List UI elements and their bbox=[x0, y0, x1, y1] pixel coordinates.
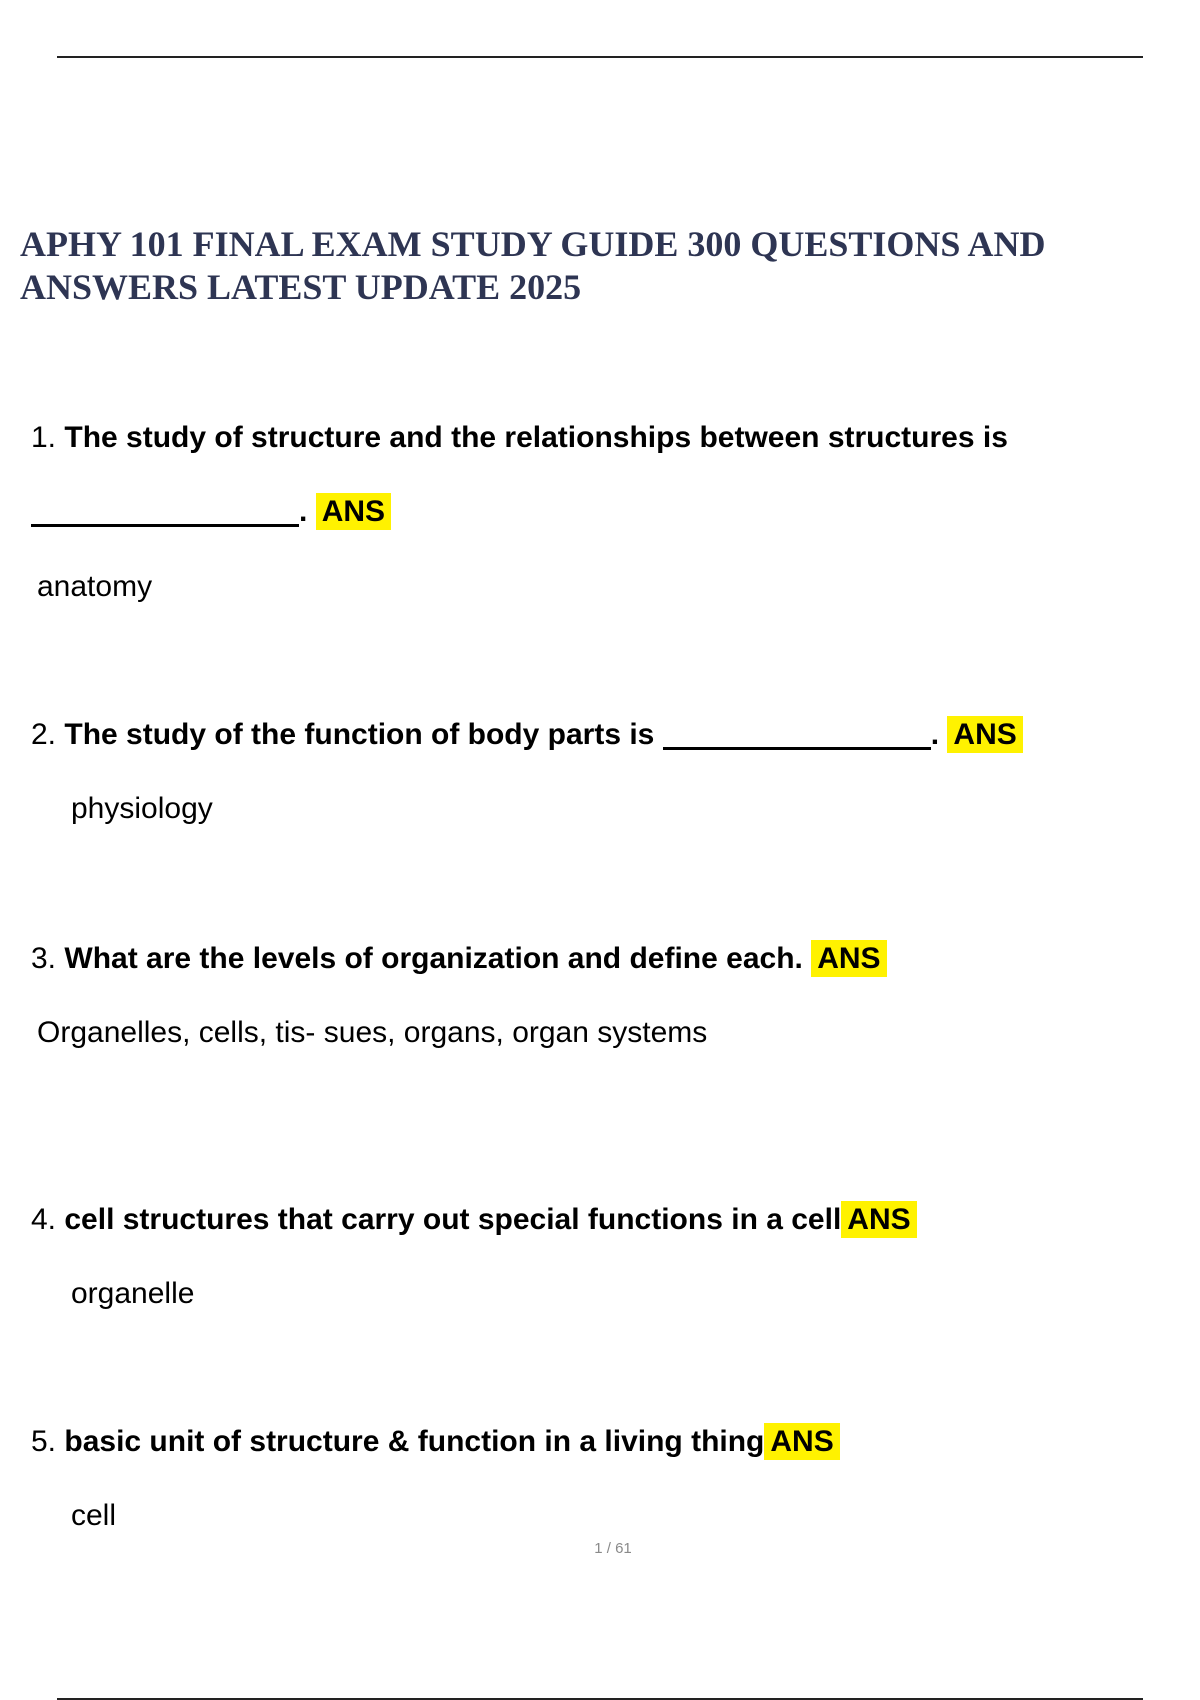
document-title: APHY 101 FINAL EXAM STUDY GUIDE 300 QUESTIONS AND ANSWERS LATEST UPDATE 2025 bbox=[20, 224, 1046, 307]
answer-blank bbox=[663, 717, 931, 750]
question-text: The study of the function of body parts is bbox=[64, 718, 655, 751]
ans-highlight: ANS bbox=[947, 716, 1022, 753]
ans-highlight: ANS bbox=[316, 493, 391, 530]
ans-highlight: ANS bbox=[811, 940, 886, 977]
ans-highlight: ANS bbox=[764, 1423, 839, 1460]
question-text: The study of structure and the relationships between structures is bbox=[64, 421, 1008, 454]
question-5 bbox=[31, 1422, 840, 1462]
question-number: 1. bbox=[31, 421, 57, 454]
ans-highlight: ANS bbox=[841, 1201, 916, 1238]
question-1 bbox=[31, 418, 1008, 458]
question-2: 2. The study of the function of body parts is . ANS bbox=[31, 715, 1023, 755]
answer-1: anatomy bbox=[37, 570, 153, 603]
answer-2: physiology bbox=[71, 792, 213, 825]
question-number: 3. bbox=[31, 942, 57, 975]
question-3 bbox=[31, 939, 887, 979]
page-indicator: 1 / 61 bbox=[594, 1540, 632, 1557]
answer-blank bbox=[31, 494, 299, 527]
answer-5: cell bbox=[71, 1499, 117, 1532]
question-text: What are the levels of organization and define each. bbox=[64, 942, 803, 975]
top-rule bbox=[57, 56, 1143, 58]
question-text: basic unit of structure & function in a living thing bbox=[64, 1425, 765, 1458]
answer-4: organelle bbox=[71, 1277, 195, 1310]
question-number: 4. bbox=[31, 1203, 57, 1236]
question-1-blank-line: . ANS bbox=[31, 492, 391, 532]
question-number: 2. bbox=[31, 718, 57, 751]
question-number: 5. bbox=[31, 1425, 57, 1458]
answer-3: Organelles, cells, tis- sues, organs, organ systems bbox=[37, 1016, 708, 1049]
question-4 bbox=[31, 1200, 917, 1240]
question-text: cell structures that carry out special functions in a cell bbox=[64, 1203, 842, 1236]
